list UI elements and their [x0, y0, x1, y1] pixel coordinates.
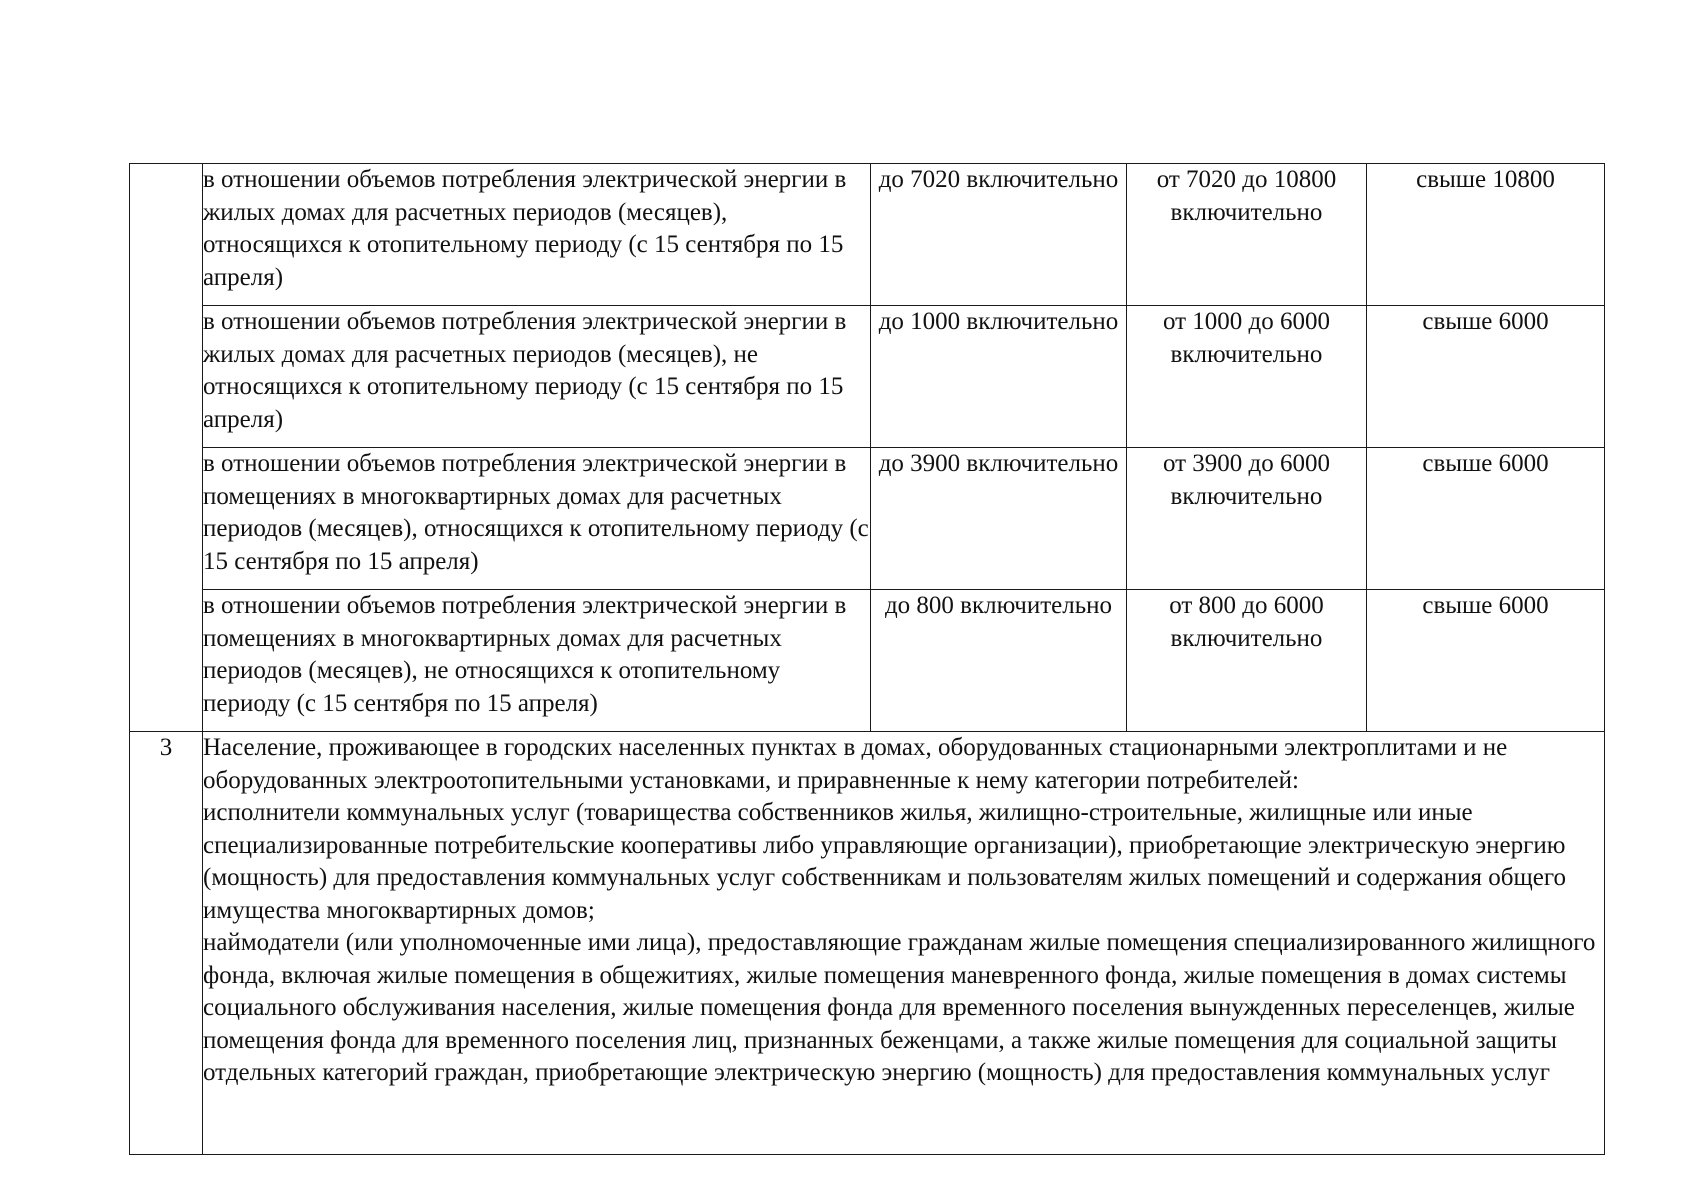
table-row: [130, 306, 1605, 448]
range2-text: от 1000 до 6000 включительно: [1162, 308, 1331, 368]
description-cell: [203, 306, 871, 448]
range1-cell: [871, 448, 1127, 590]
range3-cell: [1367, 164, 1605, 306]
range2-cell: [1127, 164, 1367, 306]
range3-cell: [1367, 590, 1605, 732]
description-cell: [203, 164, 871, 306]
range3-text: свыше 10800: [1416, 166, 1555, 193]
category-row: [130, 732, 1605, 1155]
description-cell: [203, 590, 871, 732]
description-cell: [203, 448, 871, 590]
range1-text: до 800 включительно: [884, 592, 1113, 619]
description-text: в отношении объемов потребления электрической энергии в жилых домах для расчетных периодов (месяцев), относящихся к отопительному периоду (с 15 сентября по 15 апреля): [203, 166, 847, 291]
range1-text: до 1000 включительно: [878, 308, 1119, 335]
range3-text: свыше 6000: [1422, 592, 1549, 619]
category-number: 3: [159, 734, 173, 761]
range2-cell: [1127, 306, 1367, 448]
description-text: в отношении объемов потребления электрической энергии в жилых домах для расчетных периодов (месяцев), не относящихся к отопительному периоду (с 15 сентября по 15 апреля): [203, 308, 847, 433]
range1-cell: [871, 164, 1127, 306]
category-number-cell: [130, 732, 203, 1155]
range1-cell: [871, 306, 1127, 448]
range2-text: от 3900 до 6000 включительно: [1162, 450, 1331, 510]
category-paragraph: исполнители коммунальных услуг (товарищества собственников жилья, жилищно-строительные, жилищные или иные специализированные потребительские кооперативы либо управляющие организации), приобретающие электрическую энергию (мощность) для предоставления коммунальных услуг собственникам и пользователям жилых помещений и содержания общего имущества многоквартирных домов;: [203, 799, 1566, 924]
range2-text: от 800 до 6000 включительно: [1169, 592, 1324, 652]
category-description-cell: [203, 732, 1605, 1155]
table-row: [130, 164, 1605, 306]
table-row: [130, 448, 1605, 590]
range3-cell: [1367, 448, 1605, 590]
description-text: в отношении объемов потребления электрической энергии в помещениях в многоквартирных домах для расчетных периодов (месяцев), не относящихся к отопительному периоду (с 15 сентября по 15 апреля): [203, 592, 847, 717]
range1-text: до 7020 включительно: [878, 166, 1119, 193]
description-text: в отношении объемов потребления электрической энергии в помещениях в многоквартирных домах для расчетных периодов (месяцев), относящихся к отопительному периоду (с 15 сентября по 15 апреля): [203, 450, 869, 575]
range3-text: свыше 6000: [1422, 450, 1549, 477]
table-row: [130, 590, 1605, 732]
range2-cell: [1127, 590, 1367, 732]
range2-cell: [1127, 448, 1367, 590]
category-paragraph: наймодатели (или уполномоченные ими лица), предоставляющие гражданам жилые помещения специализированного жилищного фонда, включая жилые помещения в общежитиях, жилые помещения маневренного фонда, жилые помещения в домах системы социального обслуживания населения, жилые помещения фонда для временного поселения вынужденных переселенцев, жилые помещения фонда для временного поселения лиц, признанных беженцами, а также жилые помещения для социальной защиты отдельных категорий граждан, приобретающие электрическую энергию (мощность) для предоставления коммунальных услуг: [203, 929, 1596, 1086]
category-paragraph: Население, проживающее в городских населенных пунктах в домах, оборудованных стационарными электроплитами и не оборудованных электроотопительными установками, и приравненные к нему категории потребителей:: [203, 734, 1508, 794]
range2-text: от 7020 до 10800 включительно: [1156, 166, 1337, 226]
tariff-table: [129, 163, 1605, 1155]
range3-cell: [1367, 306, 1605, 448]
row-number-cell-empty: [130, 164, 203, 732]
range1-cell: [871, 590, 1127, 732]
range3-text: свыше 6000: [1422, 308, 1549, 335]
range1-text: до 3900 включительно: [878, 450, 1119, 477]
